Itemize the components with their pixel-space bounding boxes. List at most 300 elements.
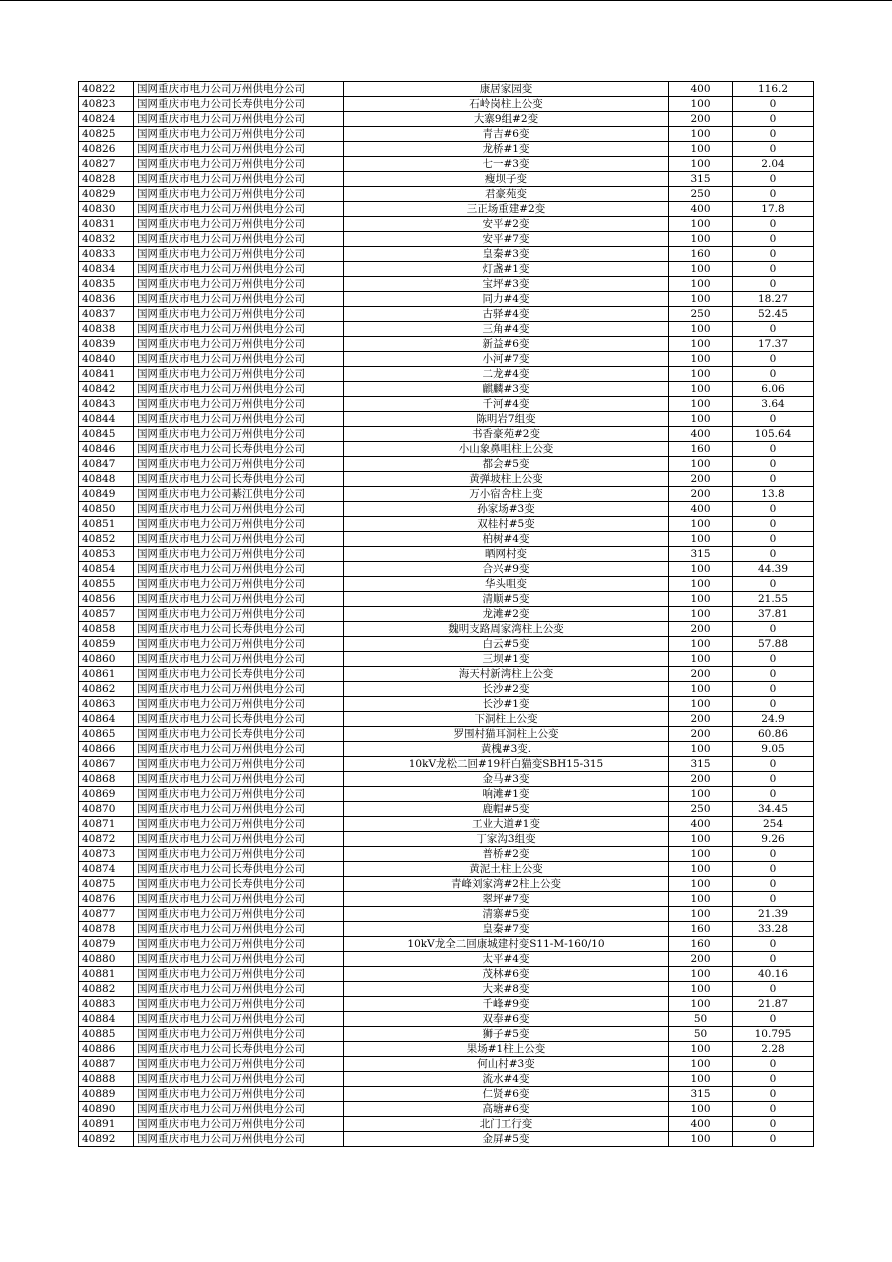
table-row (79, 772, 814, 787)
table-row (79, 187, 814, 202)
company-cell: 国网重庆市电力公司万州供电分公司 (134, 247, 344, 262)
transformer-name-cell: 同力#4变 (344, 292, 669, 307)
company-cell: 国网重庆市电力公司万州供电分公司 (134, 307, 344, 322)
transformer-name-cell: 晒网村变 (344, 547, 669, 562)
table-row (79, 157, 814, 172)
capacity-cell: 100 (669, 832, 733, 847)
capacity-cell: 100 (669, 787, 733, 802)
table-row (79, 832, 814, 847)
transformer-name-cell: 青吉#6变 (344, 127, 669, 142)
company-cell: 国网重庆市电力公司万州供电分公司 (134, 832, 344, 847)
company-cell: 国网重庆市电力公司万州供电分公司 (134, 907, 344, 922)
record-id-cell: 40834 (79, 262, 134, 277)
transformer-name-cell: 千峰#9变 (344, 997, 669, 1012)
load-cell: 0 (733, 862, 814, 877)
record-id-cell: 40889 (79, 1087, 134, 1102)
company-cell: 国网重庆市电力公司万州供电分公司 (134, 937, 344, 952)
record-id-cell: 40883 (79, 997, 134, 1012)
company-cell: 国网重庆市电力公司万州供电分公司 (134, 517, 344, 532)
transformer-name-cell: 翠坪#7变 (344, 892, 669, 907)
table-row (79, 547, 814, 562)
load-cell: 0 (733, 127, 814, 142)
company-cell: 国网重庆市电力公司万州供电分公司 (134, 652, 344, 667)
company-cell: 国网重庆市电力公司万州供电分公司 (134, 157, 344, 172)
company-cell: 国网重庆市电力公司万州供电分公司 (134, 382, 344, 397)
transformer-name-cell: 宝坪#3变 (344, 277, 669, 292)
record-id-cell: 40837 (79, 307, 134, 322)
record-id-cell: 40871 (79, 817, 134, 832)
load-cell: 0 (733, 1057, 814, 1072)
transformer-name-cell: 大寨9组#2变 (344, 112, 669, 127)
capacity-cell: 100 (669, 457, 733, 472)
record-id-cell: 40848 (79, 472, 134, 487)
record-id-cell: 40864 (79, 712, 134, 727)
record-id-cell: 40823 (79, 97, 134, 112)
record-id-cell: 40832 (79, 232, 134, 247)
table-row (79, 562, 814, 577)
load-cell: 0 (733, 232, 814, 247)
load-cell: 0 (733, 412, 814, 427)
transformer-name-cell: 二龙#4变 (344, 367, 669, 382)
capacity-cell: 400 (669, 1117, 733, 1132)
company-cell: 国网重庆市电力公司万州供电分公司 (134, 1117, 344, 1132)
capacity-cell: 315 (669, 547, 733, 562)
transformer-name-cell: 普桥#2变 (344, 847, 669, 862)
load-cell: 52.45 (733, 307, 814, 322)
table-row (79, 1072, 814, 1087)
company-cell: 国网重庆市电力公司万州供电分公司 (134, 772, 344, 787)
table-row (79, 112, 814, 127)
record-id-cell: 40841 (79, 367, 134, 382)
table-row (79, 127, 814, 142)
company-cell: 国网重庆市电力公司万州供电分公司 (134, 967, 344, 982)
load-cell: 34.45 (733, 802, 814, 817)
record-id-cell: 40833 (79, 247, 134, 262)
load-cell: 0 (733, 532, 814, 547)
table-row (79, 412, 814, 427)
capacity-cell: 100 (669, 127, 733, 142)
record-id-cell: 40890 (79, 1102, 134, 1117)
table-row (79, 487, 814, 502)
table-row (79, 892, 814, 907)
capacity-cell: 200 (669, 472, 733, 487)
capacity-cell: 50 (669, 1012, 733, 1027)
transformer-name-cell: 灯盏#1变 (344, 262, 669, 277)
record-id-cell: 40844 (79, 412, 134, 427)
record-id-cell: 40831 (79, 217, 134, 232)
record-id-cell: 40879 (79, 937, 134, 952)
load-cell: 0 (733, 757, 814, 772)
transformer-name-cell: 康居家园变 (344, 82, 669, 97)
table-row (79, 802, 814, 817)
company-cell: 国网重庆市电力公司长寿供电分公司 (134, 1042, 344, 1057)
transformer-name-cell: 清顺#5变 (344, 592, 669, 607)
transformer-name-cell: 青峰刘家湾#2柱上公变 (344, 877, 669, 892)
capacity-cell: 315 (669, 172, 733, 187)
load-cell: 0 (733, 622, 814, 637)
record-id-cell: 40875 (79, 877, 134, 892)
table-row (79, 997, 814, 1012)
table-row (79, 307, 814, 322)
transformer-name-cell: 黄弹坡柱上公变 (344, 472, 669, 487)
capacity-cell: 160 (669, 247, 733, 262)
record-id-cell: 40826 (79, 142, 134, 157)
transformer-name-cell: 黄槐#3变. (344, 742, 669, 757)
load-cell: 0 (733, 892, 814, 907)
load-cell: 105.64 (733, 427, 814, 442)
transformer-name-cell: 双奉#6变 (344, 1012, 669, 1027)
capacity-cell: 100 (669, 1072, 733, 1087)
transformer-name-cell: 清寨#5变 (344, 907, 669, 922)
company-cell: 国网重庆市电力公司万州供电分公司 (134, 922, 344, 937)
transformer-name-cell: 双桂村#5变 (344, 517, 669, 532)
company-cell: 国网重庆市电力公司万州供电分公司 (134, 187, 344, 202)
transformer-name-cell: 瘦坝子变 (344, 172, 669, 187)
transformer-name-cell: 响滩#1变 (344, 787, 669, 802)
load-cell: 44.39 (733, 562, 814, 577)
company-cell: 国网重庆市电力公司万州供电分公司 (134, 532, 344, 547)
record-id-cell: 40846 (79, 442, 134, 457)
table-row (79, 607, 814, 622)
transformer-name-cell: 罗围村猫耳洞柱上公变 (344, 727, 669, 742)
record-id-cell: 40873 (79, 847, 134, 862)
record-id-cell: 40870 (79, 802, 134, 817)
company-cell: 国网重庆市电力公司万州供电分公司 (134, 82, 344, 97)
company-cell: 国网重庆市电力公司万州供电分公司 (134, 592, 344, 607)
load-cell: 17.37 (733, 337, 814, 352)
transformer-name-cell: 长沙#2变 (344, 682, 669, 697)
record-id-cell: 40877 (79, 907, 134, 922)
transformer-name-cell: 万小宿舍柱上变 (344, 487, 669, 502)
record-id-cell: 40854 (79, 562, 134, 577)
capacity-cell: 100 (669, 1057, 733, 1072)
load-cell: 0 (733, 982, 814, 997)
record-id-cell: 40836 (79, 292, 134, 307)
transformer-name-cell: 三坝#1变 (344, 652, 669, 667)
load-cell: 116.2 (733, 82, 814, 97)
record-id-cell: 40822 (79, 82, 134, 97)
load-cell: 0 (733, 322, 814, 337)
capacity-cell: 315 (669, 757, 733, 772)
company-cell: 国网重庆市电力公司万州供电分公司 (134, 1057, 344, 1072)
record-id-cell: 40876 (79, 892, 134, 907)
capacity-cell: 160 (669, 922, 733, 937)
load-cell: 0 (733, 937, 814, 952)
record-id-cell: 40859 (79, 637, 134, 652)
company-cell: 国网重庆市电力公司万州供电分公司 (134, 217, 344, 232)
load-cell: 0 (733, 187, 814, 202)
record-id-cell: 40860 (79, 652, 134, 667)
transformer-name-cell: 何山村#3变 (344, 1057, 669, 1072)
load-cell: 9.05 (733, 742, 814, 757)
transformer-table (78, 81, 814, 1147)
table-row (79, 1027, 814, 1042)
company-cell: 国网重庆市电力公司长寿供电分公司 (134, 667, 344, 682)
table-row (79, 202, 814, 217)
load-cell: 9.26 (733, 832, 814, 847)
load-cell: 0 (733, 1072, 814, 1087)
company-cell: 国网重庆市电力公司长寿供电分公司 (134, 622, 344, 637)
table-row (79, 397, 814, 412)
load-cell: 0 (733, 1117, 814, 1132)
record-id-cell: 40863 (79, 697, 134, 712)
transformer-name-cell: 孙家场#3变 (344, 502, 669, 517)
record-id-cell: 40839 (79, 337, 134, 352)
capacity-cell: 200 (669, 112, 733, 127)
record-id-cell: 40880 (79, 952, 134, 967)
capacity-cell: 100 (669, 517, 733, 532)
transformer-name-cell: 魏明支路周家湾柱上公变 (344, 622, 669, 637)
table-row (79, 952, 814, 967)
load-cell: 37.81 (733, 607, 814, 622)
company-cell: 国网重庆市电力公司万州供电分公司 (134, 1012, 344, 1027)
company-cell: 国网重庆市电力公司万州供电分公司 (134, 787, 344, 802)
load-cell: 0 (733, 247, 814, 262)
table-row (79, 517, 814, 532)
record-id-cell: 40853 (79, 547, 134, 562)
transformer-name-cell: 君豪苑变 (344, 187, 669, 202)
record-id-cell: 40851 (79, 517, 134, 532)
capacity-cell: 100 (669, 532, 733, 547)
company-cell: 国网重庆市电力公司万州供电分公司 (134, 682, 344, 697)
capacity-cell: 100 (669, 1042, 733, 1057)
company-cell: 国网重庆市电力公司万州供电分公司 (134, 367, 344, 382)
capacity-cell: 200 (669, 712, 733, 727)
load-cell: 21.55 (733, 592, 814, 607)
capacity-cell: 100 (669, 322, 733, 337)
transformer-name-cell: 流水#4变 (344, 1072, 669, 1087)
table-row (79, 292, 814, 307)
record-id-cell: 40838 (79, 322, 134, 337)
load-cell: 10.795 (733, 1027, 814, 1042)
record-id-cell: 40885 (79, 1027, 134, 1042)
capacity-cell: 100 (669, 682, 733, 697)
record-id-cell: 40886 (79, 1042, 134, 1057)
table-row (79, 502, 814, 517)
record-id-cell: 40887 (79, 1057, 134, 1072)
transformer-name-cell: 华头咀变 (344, 577, 669, 592)
record-id-cell: 40827 (79, 157, 134, 172)
capacity-cell: 160 (669, 442, 733, 457)
load-cell: 0 (733, 442, 814, 457)
capacity-cell: 100 (669, 652, 733, 667)
record-id-cell: 40869 (79, 787, 134, 802)
load-cell: 0 (733, 547, 814, 562)
table-row (79, 922, 814, 937)
page-top-border (0, 0, 892, 1)
capacity-cell: 200 (669, 667, 733, 682)
load-cell: 0 (733, 217, 814, 232)
record-id-cell: 40862 (79, 682, 134, 697)
capacity-cell: 400 (669, 427, 733, 442)
record-id-cell: 40847 (79, 457, 134, 472)
company-cell: 国网重庆市电力公司万州供电分公司 (134, 982, 344, 997)
table-row (79, 652, 814, 667)
record-id-cell: 40884 (79, 1012, 134, 1027)
table-row (79, 322, 814, 337)
record-id-cell: 40867 (79, 757, 134, 772)
transformer-name-cell: 金屏#5变 (344, 1132, 669, 1147)
table-row (79, 967, 814, 982)
record-id-cell: 40852 (79, 532, 134, 547)
table-row (79, 1042, 814, 1057)
table-row (79, 877, 814, 892)
capacity-cell: 100 (669, 697, 733, 712)
table-row (79, 142, 814, 157)
table-row (79, 427, 814, 442)
capacity-cell: 400 (669, 82, 733, 97)
capacity-cell: 160 (669, 937, 733, 952)
record-id-cell: 40850 (79, 502, 134, 517)
load-cell: 0 (733, 262, 814, 277)
record-id-cell: 40868 (79, 772, 134, 787)
table-row (79, 622, 814, 637)
capacity-cell: 100 (669, 397, 733, 412)
record-id-cell: 40845 (79, 427, 134, 442)
company-cell: 国网重庆市电力公司万州供电分公司 (134, 232, 344, 247)
table-row (79, 937, 814, 952)
load-cell: 40.16 (733, 967, 814, 982)
load-cell: 6.06 (733, 382, 814, 397)
transformer-name-cell: 狮子#5变 (344, 1027, 669, 1042)
company-cell: 国网重庆市电力公司万州供电分公司 (134, 337, 344, 352)
table-row (79, 457, 814, 472)
record-id-cell: 40857 (79, 607, 134, 622)
company-cell: 国网重庆市电力公司万州供电分公司 (134, 742, 344, 757)
load-cell: 57.88 (733, 637, 814, 652)
table-row (79, 862, 814, 877)
capacity-cell: 100 (669, 262, 733, 277)
load-cell: 0 (733, 1132, 814, 1147)
company-cell: 国网重庆市电力公司万州供电分公司 (134, 427, 344, 442)
transformer-name-cell: 柏树#4变 (344, 532, 669, 547)
capacity-cell: 100 (669, 982, 733, 997)
company-cell: 国网重庆市电力公司万州供电分公司 (134, 502, 344, 517)
record-id-cell: 40856 (79, 592, 134, 607)
capacity-cell: 100 (669, 352, 733, 367)
load-cell: 0 (733, 1087, 814, 1102)
table-row (79, 1087, 814, 1102)
load-cell: 0 (733, 112, 814, 127)
company-cell: 国网重庆市电力公司万州供电分公司 (134, 607, 344, 622)
capacity-cell: 100 (669, 292, 733, 307)
capacity-cell: 100 (669, 997, 733, 1012)
record-id-cell: 40874 (79, 862, 134, 877)
load-cell: 0 (733, 787, 814, 802)
transformer-name-cell: 小山象鼻咀柱上公变 (344, 442, 669, 457)
transformer-name-cell: 10kV龙松二回#19杆白猫变SBH15-315 (344, 757, 669, 772)
transformer-name-cell: 工业大道#1变 (344, 817, 669, 832)
load-cell: 0 (733, 652, 814, 667)
company-cell: 国网重庆市电力公司长寿供电分公司 (134, 712, 344, 727)
capacity-cell: 400 (669, 817, 733, 832)
load-cell: 0 (733, 457, 814, 472)
company-cell: 国网重庆市电力公司万州供电分公司 (134, 892, 344, 907)
load-cell: 0 (733, 367, 814, 382)
table-row (79, 637, 814, 652)
capacity-cell: 315 (669, 1087, 733, 1102)
capacity-cell: 250 (669, 307, 733, 322)
table-row (79, 847, 814, 862)
table-row (79, 367, 814, 382)
capacity-cell: 50 (669, 1027, 733, 1042)
load-cell: 0 (733, 352, 814, 367)
transformer-name-cell: 10kV龙全二回康城建村变S11-M-160/10 (344, 937, 669, 952)
capacity-cell: 250 (669, 187, 733, 202)
table-row (79, 442, 814, 457)
company-cell: 国网重庆市电力公司长寿供电分公司 (134, 442, 344, 457)
table-row (79, 532, 814, 547)
transformer-name-cell: 小河#7变 (344, 352, 669, 367)
company-cell: 国网重庆市电力公司万州供电分公司 (134, 547, 344, 562)
capacity-cell: 100 (669, 217, 733, 232)
company-cell: 国网重庆市电力公司万州供电分公司 (134, 817, 344, 832)
transformer-name-cell: 北门工行变 (344, 1117, 669, 1132)
company-cell: 国网重庆市电力公司万州供电分公司 (134, 127, 344, 142)
capacity-cell: 200 (669, 727, 733, 742)
transformer-name-cell: 陈明岩7组变 (344, 412, 669, 427)
load-cell: 0 (733, 1012, 814, 1027)
table-row (79, 1132, 814, 1147)
table-row (79, 577, 814, 592)
transformer-name-cell: 茂林#6变 (344, 967, 669, 982)
capacity-cell: 100 (669, 592, 733, 607)
company-cell: 国网重庆市电力公司万州供电分公司 (134, 1072, 344, 1087)
capacity-cell: 400 (669, 202, 733, 217)
record-id-cell: 40855 (79, 577, 134, 592)
company-cell: 国网重庆市电力公司万州供电分公司 (134, 322, 344, 337)
company-cell: 国网重庆市电力公司万州供电分公司 (134, 142, 344, 157)
capacity-cell: 100 (669, 877, 733, 892)
load-cell: 13.8 (733, 487, 814, 502)
transformer-name-cell: 金马#3变 (344, 772, 669, 787)
capacity-cell: 100 (669, 577, 733, 592)
record-id-cell: 40849 (79, 487, 134, 502)
table-row (79, 817, 814, 832)
company-cell: 国网重庆市电力公司长寿供电分公司 (134, 877, 344, 892)
company-cell: 国网重庆市电力公司万州供电分公司 (134, 202, 344, 217)
transformer-name-cell: 麒麟#3变 (344, 382, 669, 397)
transformer-name-cell: 石岭岗柱上公变 (344, 97, 669, 112)
load-cell: 2.28 (733, 1042, 814, 1057)
table-row (79, 667, 814, 682)
table-row (79, 697, 814, 712)
table-row (79, 712, 814, 727)
load-cell: 0 (733, 517, 814, 532)
load-cell: 0 (733, 952, 814, 967)
record-id-cell: 40830 (79, 202, 134, 217)
record-id-cell: 40892 (79, 1132, 134, 1147)
capacity-cell: 100 (669, 412, 733, 427)
capacity-cell: 100 (669, 157, 733, 172)
table-row (79, 787, 814, 802)
transformer-name-cell: 三角#4变 (344, 322, 669, 337)
load-cell: 0 (733, 877, 814, 892)
table-row (79, 1102, 814, 1117)
table-row (79, 742, 814, 757)
company-cell: 国网重庆市电力公司万州供电分公司 (134, 997, 344, 1012)
record-id-cell: 40829 (79, 187, 134, 202)
load-cell: 21.87 (733, 997, 814, 1012)
capacity-cell: 100 (669, 337, 733, 352)
transformer-name-cell: 皇秦#7变 (344, 922, 669, 937)
table-row (79, 682, 814, 697)
capacity-cell: 100 (669, 1102, 733, 1117)
record-id-cell: 40842 (79, 382, 134, 397)
company-cell: 国网重庆市电力公司万州供电分公司 (134, 112, 344, 127)
company-cell: 国网重庆市电力公司万州供电分公司 (134, 352, 344, 367)
capacity-cell: 200 (669, 952, 733, 967)
